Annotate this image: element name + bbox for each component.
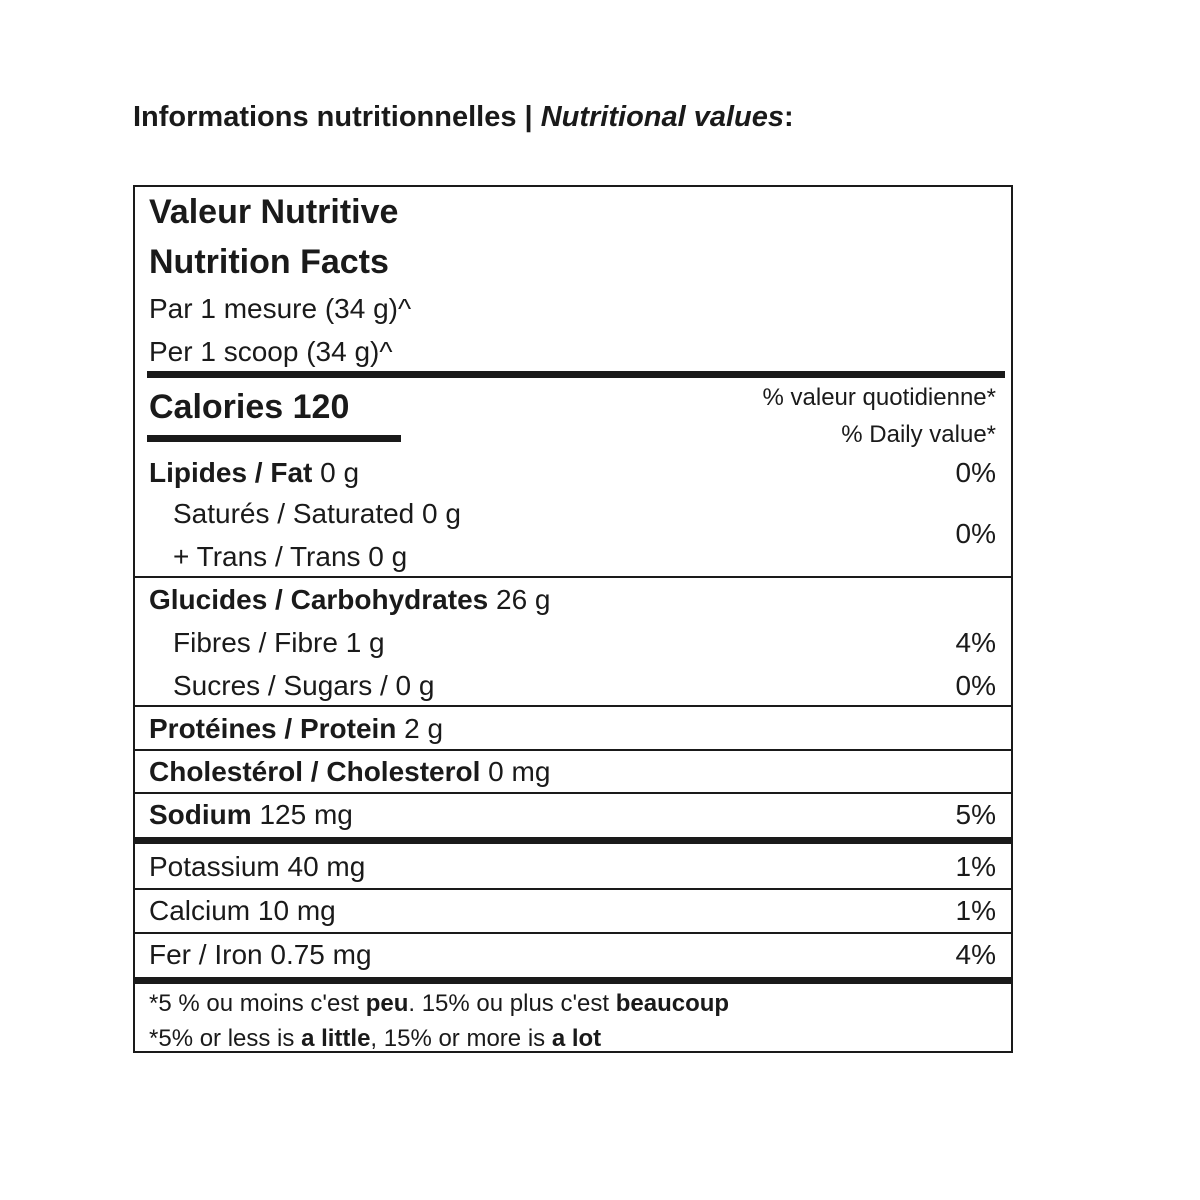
footnote-en-bold: a lot	[551, 1025, 602, 1052]
row-divider	[135, 888, 1011, 890]
sodium-row	[149, 799, 353, 831]
iron-row: Fer / Iron 0.75 mg	[149, 939, 372, 970]
heading-colon: :	[784, 101, 794, 133]
serving-size-en: Per 1 scoop (34 g)^	[149, 336, 393, 367]
carbohydrates-label: Glucides / Carbohydrates	[149, 584, 489, 615]
potassium-row: Potassium 40 mg	[149, 851, 366, 882]
saturated-trans-dv: 0%	[955, 518, 996, 549]
protein-label: Protéines / Protein	[149, 713, 397, 744]
sugars-dv: 0%	[955, 670, 996, 701]
footnote-fr	[149, 990, 729, 1018]
footnote-en-part: , 15% or more is	[370, 1025, 552, 1052]
thick-divider	[147, 371, 1005, 378]
page-heading	[133, 101, 794, 134]
fat-amount: 0 g	[312, 457, 360, 488]
footnote-en	[149, 1025, 601, 1053]
row-divider	[135, 792, 1011, 794]
footnote-en-part: *5% or less is	[149, 1025, 302, 1052]
saturated-row: Saturés / Saturated 0 g	[173, 498, 461, 529]
carbohydrates-amount: 26 g	[488, 584, 551, 615]
iron-dv: 4%	[955, 939, 996, 970]
fat-label: Lipides / Fat	[149, 457, 313, 488]
cholesterol-row	[149, 756, 550, 788]
cholesterol-label: Cholestérol / Cholesterol	[149, 756, 481, 787]
fibre-row: Fibres / Fibre 1 g	[173, 627, 385, 658]
heading-fr: Informations nutritionnelles	[133, 101, 517, 133]
carbohydrates-row	[149, 584, 551, 616]
sugars-row: Sucres / Sugars / 0 g	[173, 670, 435, 701]
footnote-en-bold: a little	[301, 1025, 371, 1052]
calcium-row: Calcium 10 mg	[149, 895, 336, 926]
row-divider	[135, 576, 1011, 578]
footnote-fr-bold: beaucoup	[615, 990, 730, 1017]
row-divider	[135, 749, 1011, 751]
protein-row	[149, 713, 443, 745]
fat-row	[149, 457, 359, 489]
potassium-dv: 1%	[955, 851, 996, 882]
protein-amount: 2 g	[396, 713, 444, 744]
row-divider	[135, 932, 1011, 934]
title-en: Nutrition Facts	[149, 243, 389, 281]
sodium-amount: 125 mg	[251, 799, 353, 830]
sodium-dv: 5%	[955, 799, 996, 830]
title-fr: Valeur Nutritive	[149, 193, 399, 231]
heading-separator: |	[516, 101, 541, 133]
nutrition-facts-label	[133, 185, 1013, 1053]
fibre-dv: 4%	[955, 627, 996, 658]
heading-en: Nutritional values	[540, 101, 785, 133]
thick-divider	[135, 977, 1011, 984]
row-divider	[135, 705, 1011, 707]
serving-size-fr: Par 1 mesure (34 g)^	[149, 293, 412, 324]
sodium-label: Sodium	[149, 799, 252, 830]
thick-divider	[135, 837, 1011, 844]
calories-underline	[147, 435, 401, 442]
footnote-fr-part: *5 % ou moins c'est	[149, 990, 366, 1017]
daily-value-header-en: % Daily value*	[841, 421, 996, 448]
calories: Calories 120	[149, 388, 350, 426]
trans-row: + Trans / Trans 0 g	[173, 541, 408, 572]
daily-value-header-fr: % valeur quotidienne*	[762, 384, 996, 411]
cholesterol-amount: 0 mg	[480, 756, 551, 787]
calcium-dv: 1%	[955, 895, 996, 926]
fat-dv: 0%	[955, 457, 996, 488]
footnote-fr-part: . 15% ou plus c'est	[408, 990, 616, 1017]
footnote-fr-bold: peu	[365, 990, 409, 1017]
